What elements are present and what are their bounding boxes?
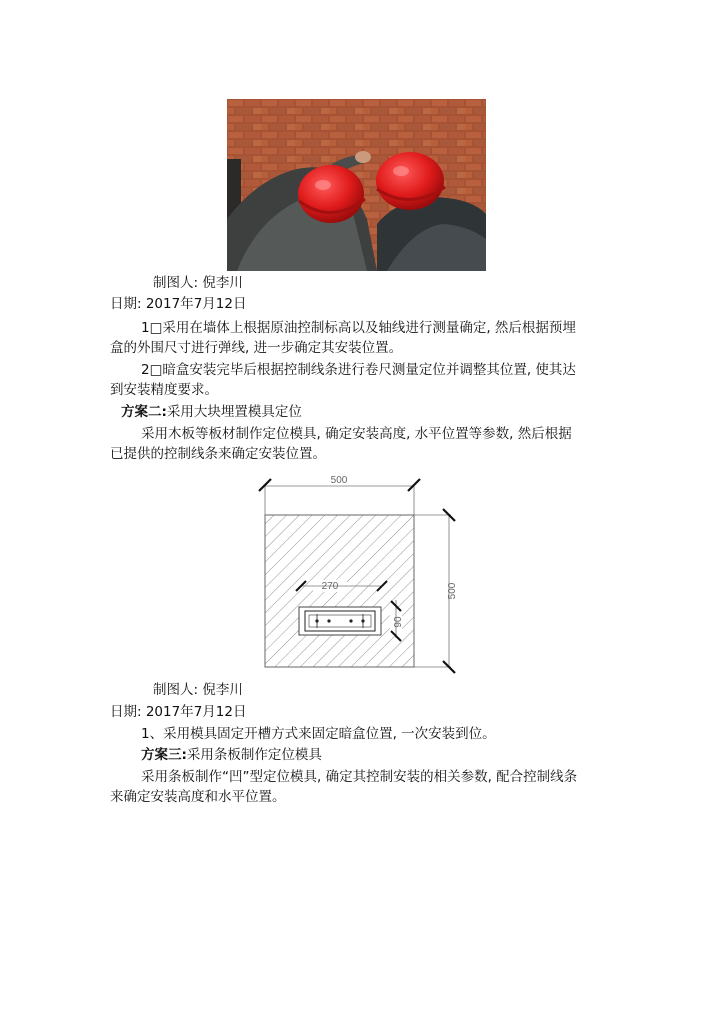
- plan2-title: 采用大块埋置模具定位: [166, 404, 302, 420]
- plan3-line1: 采用条板制作“凹”型定位模具, 确定其控制安装的相关参数, 配合控制线条: [141, 769, 578, 785]
- dim-inner-width-label: 270: [321, 581, 339, 592]
- photo-author: 制图人: 倪李川: [153, 275, 243, 291]
- para1-line1: 1□采用在墙体上根据原油控制标高以及轴线进行测量确定, 然后根据预埋: [141, 320, 576, 336]
- drawing-author: 制图人: 倪李川: [153, 682, 243, 698]
- dim-right-label: 500: [447, 582, 458, 600]
- para2-line2: 到安装精度要求。: [110, 382, 218, 398]
- mold-drawing-svg: [255, 470, 465, 675]
- plan2-heading: [121, 402, 302, 422]
- plan2-line1: 采用木板等板材制作定位模具, 确定安装高度, 水平位置等参数, 然后根据: [141, 426, 572, 442]
- workers-photo-image: [227, 99, 486, 271]
- dim-inner-height-label: 90: [393, 616, 404, 628]
- plan3-line2: 来确定安装高度和水平位置。: [110, 789, 286, 805]
- plan3-title: 采用条板制作定位模具: [186, 747, 322, 763]
- para2-line1: 2□暗盒安装完毕后根据控制线条进行卷尺测量定位并调整其位置, 使其达: [141, 362, 576, 378]
- para1-line2: 盒的外围尺寸进行弹线, 进一步确定其安装位置。: [110, 340, 403, 356]
- drawing-date: 日期: 2017年7月12日: [110, 704, 247, 720]
- plan3-heading: [141, 745, 322, 765]
- plan2-line2: 已提供的控制线条来确定安装位置。: [110, 446, 326, 462]
- construction-photo: [227, 99, 486, 271]
- mold-drawing: [255, 470, 465, 675]
- plan3-label: 方案三:: [141, 747, 187, 763]
- para3-line1: 1、采用模具固定开槽方式来固定暗盒位置, 一次安装到位。: [141, 726, 496, 742]
- plan2-label: 方案二:: [121, 404, 167, 420]
- photo-date: 日期: 2017年7月12日: [110, 296, 247, 312]
- dim-top-label: 500: [330, 475, 348, 486]
